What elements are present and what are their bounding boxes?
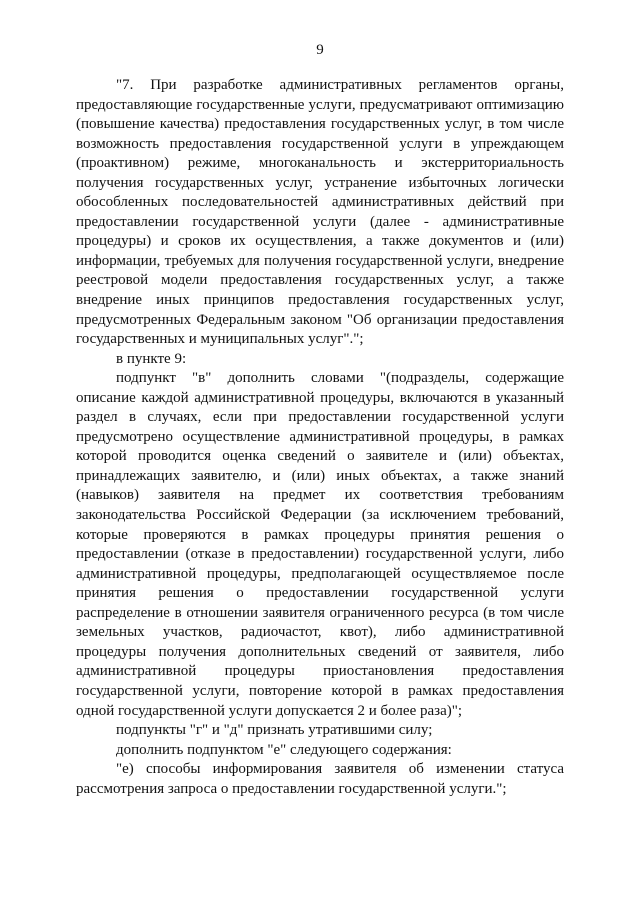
paragraph-add-subpoint-e: дополнить подпунктом "е" следующего содержания: <box>116 741 452 758</box>
document-body <box>76 76 564 799</box>
paragraph-subpoints-g-d: подпункты "г" и "д" признать утратившими силу; <box>116 722 433 739</box>
paragraph-clause-7: "7. При разработке административных регламентов органы, предоставляющие государственные услуги, предусматривают оптимизацию (повышение качества) предоставления государственных услуг, в том числе возможность предоставления государственной услуги в упреждающем (проактивном) режиме, многоканальность и экстерриториальность получения государственных услуг, устранение избыточных логически обособленных последовательностей административных действий при предоставлении государственной услуги (далее - административные процедуры) и сроков их осуществления, а также документов и (или) информации, требуемых для получения государственной услуги, внедрение реестровой модели предоставления государственных услуг, а также внедрение иных принципов предоставления государственных услуг, предусмотренных Федеральным законом "Об организации предоставления государственных и муниципальных услуг"."; <box>76 77 564 348</box>
paragraph-subpoint-e-text: "е) способы информирования заявителя об изменении статуса рассмотрения запроса о предоставлении государственной услуги."; <box>76 761 564 797</box>
paragraph-subpoint-v: подпункт "в" дополнить словами "(подразделы, содержащие описание каждой административной процедуры, включаются в указанный раздел в случаях, если при предоставлении государственной услуги предусмотрено осуществление административной процедуры, в рамках которой проводится оценка сведений о заявителе и (или) объектах, принадлежащих заявителю, и (или) иных объектах, а также знаний (навыков) заявителя на предмет их соответствия требованиям законодательства Российской Федерации (за исключением требований, которые проверяются в рамках процедуры принятия решения о предоставлении (отказе в предоставлении) государственной услуги, либо административной процедуры, предполагающей осуществляемое после принятия решения о предоставлении государственной услуги распределение в отношении заявителя ограниченного ресурса (в том числе земельных участков, радиочастот, квот), либо административной процедуры получения дополнительных сведений от заявителя, либо административной процедуры приостановления предоставления государственной услуги, повторение которой в рамках предоставления одной государственной услуги допускается 2 и более раза)"; <box>76 370 564 719</box>
page-number: 9 <box>316 42 324 58</box>
paragraph-in-point-9: в пункте 9: <box>116 350 187 367</box>
